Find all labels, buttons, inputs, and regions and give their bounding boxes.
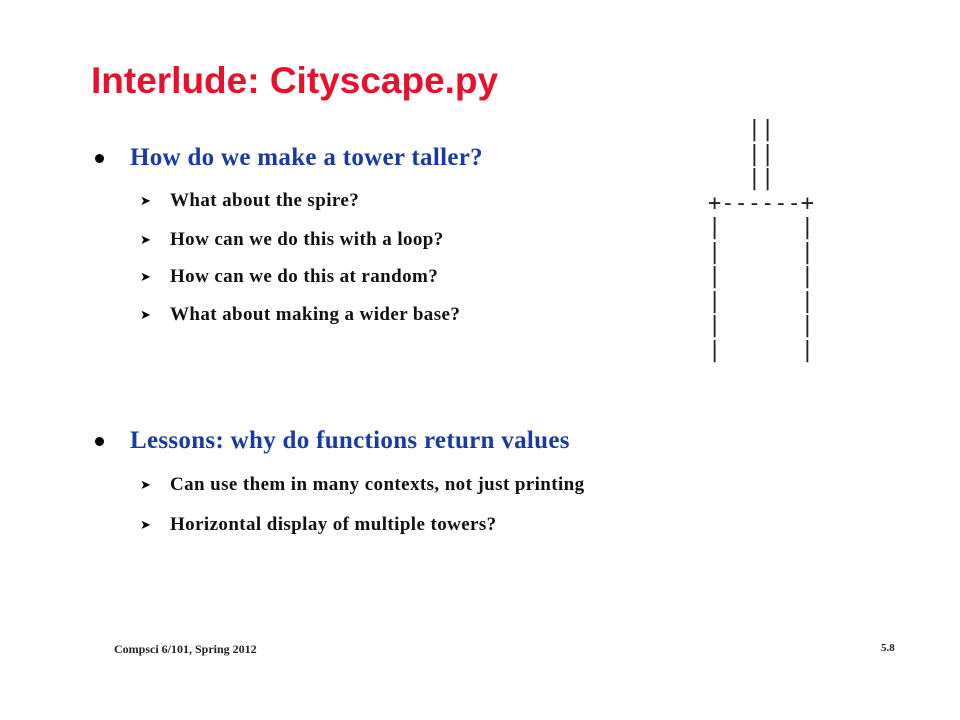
tower-ascii-figure: || || || +------+ | | | | | | | | | | | | xyxy=(708,117,814,363)
sub-bullet-item xyxy=(140,514,497,536)
sub-bullet-item xyxy=(140,266,438,288)
sub-bullet-item xyxy=(140,190,359,212)
bullet-dot-icon xyxy=(95,154,104,163)
sub-bullet-text: What about making a wider base? xyxy=(170,304,461,325)
arrow-bullet-icon: ➤ xyxy=(140,307,151,323)
sub-bullet-text: What about the spire? xyxy=(170,190,360,211)
bullet-item xyxy=(95,427,570,455)
footer-course: Compsci 6/101, Spring 2012 xyxy=(114,642,257,656)
footer-page-number: 5.8 xyxy=(881,642,895,654)
bullet-heading: Lessons: why do functions return values xyxy=(130,427,570,454)
sub-bullet-item xyxy=(140,229,444,251)
arrow-bullet-icon: ➤ xyxy=(140,232,151,248)
sub-bullet-item xyxy=(140,474,585,496)
bullet-heading: How do we make a tower taller? xyxy=(130,144,483,171)
sub-bullet-item xyxy=(140,304,460,326)
arrow-bullet-icon: ➤ xyxy=(140,269,151,285)
bullet-dot-icon xyxy=(95,437,104,446)
sub-bullet-text: Horizontal display of multiple towers? xyxy=(170,514,497,535)
sub-bullet-text: Can use them in many contexts, not just printing xyxy=(170,474,585,495)
sub-bullet-text: How can we do this with a loop? xyxy=(170,229,444,250)
bullet-item xyxy=(95,144,483,172)
arrow-bullet-icon: ➤ xyxy=(140,517,151,533)
arrow-bullet-icon: ➤ xyxy=(140,193,151,209)
arrow-bullet-icon: ➤ xyxy=(140,477,151,493)
sub-bullet-text: How can we do this at random? xyxy=(170,266,439,287)
slide-title: Interlude: Cityscape.py xyxy=(91,60,499,101)
